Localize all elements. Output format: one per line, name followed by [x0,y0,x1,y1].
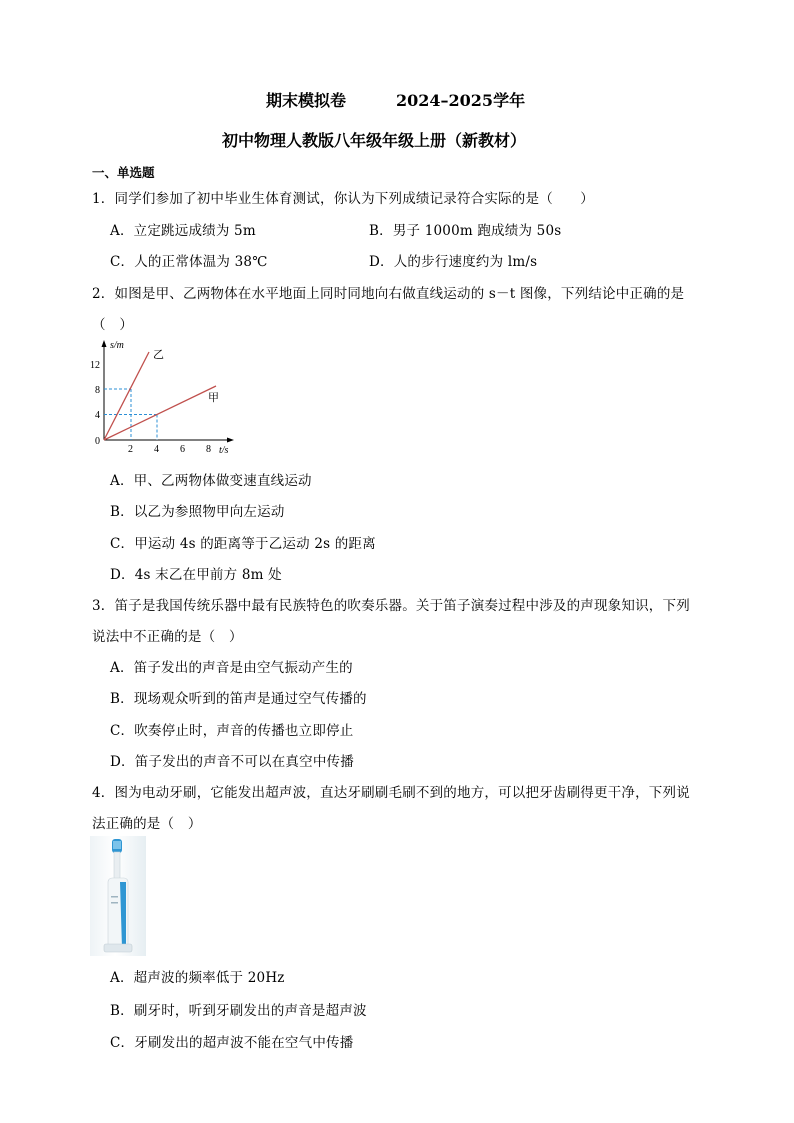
question-2-stem-line1: 2．如图是甲、乙两物体在水平地面上同时同地向右做直线运动的 s－t 图像，下列结论中正确的是 [92,286,685,302]
question-2-stem-line2: （ ） [92,317,134,333]
electric-toothbrush-image [90,836,146,956]
question-3-stem-line2: 说法中不正确的是（ ） [92,629,243,645]
question-1-stem: 1．同学们参加了初中毕业生体育测试，你认为下列成绩记录符合实际的是（ ） [92,191,594,207]
line-yi [104,352,149,440]
question-3-option-b: B．现场观众听到的笛声是通过空气传播的 [110,691,367,707]
question-4-option-b: B．刷牙时，听到牙刷发出的声音是超声波 [110,1003,367,1019]
question-1-option-d: D．人的步行速度约为 lm/s [369,254,538,270]
question-1-option-c: C．人的正常体温为 38℃ [110,254,268,270]
x-tick-8: 8 [206,444,211,455]
question-1-option-a: A．立定跳远成绩为 5m [110,223,256,239]
origin-label: 0 [95,436,100,447]
section-title: 一、单选题 [92,165,155,180]
title-line1-right: 2024–2025学年 [396,91,526,110]
question-4-option-a: A．超声波的频率低于 20Hz [110,970,285,986]
question-2-option-b: B．以乙为参照物甲向左运动 [110,504,285,520]
question-3-option-c: C．吹奏停止时，声音的传播也立即停止 [110,723,354,739]
question-4-stem-line2: 法正确的是（ ） [92,816,202,832]
question-2-option-c: C．甲运动 4s 的距离等于乙运动 2s 的距离 [110,536,376,552]
question-3-option-d: D．笛子发出的声音不可以在真空中传播 [110,754,354,770]
y-tick-8: 8 [95,385,100,396]
y-axis-label: s/m [110,340,124,351]
x-tick-6: 6 [180,444,185,455]
x-axis-label: t/s [219,445,229,456]
y-axis-arrow [102,340,107,347]
x-axis-arrow [227,438,234,443]
y-tick-4: 4 [95,410,100,421]
y-tick-12: 12 [90,360,100,371]
question-4-option-c: C．牙刷发出的超声波不能在空气中传播 [110,1035,354,1051]
line-jia [104,386,216,440]
question-1-option-b: B．男子 1000m 跑成绩为 50s [369,223,562,239]
line-yi-label: 乙 [153,348,164,361]
x-tick-2: 2 [128,444,133,455]
title-line2: 初中物理人教版八年级年级上册（新教材） [222,131,527,150]
question-3-option-a: A．笛子发出的声音是由空气振动产生的 [110,660,353,676]
x-tick-4: 4 [154,444,159,455]
question-3-stem-line1: 3．笛子是我国传统乐器中最有民族特色的吹奏乐器。关于笛子演奏过程中涉及的声现象知识，下列 [92,598,690,614]
question-4-stem-line1: 4．图为电动牙刷，它能发出超声波，直达牙刷刷毛刷不到的地方，可以把牙齿刷得更干净，下列说 [92,785,690,801]
question-2-option-d: D．4s 末乙在甲前方 8m 处 [110,567,282,583]
title-line1-left: 期末模拟卷 [266,91,347,110]
question-2-option-a: A．甲、乙两物体做变速直线运动 [110,473,312,489]
line-jia-label: 甲 [208,391,219,404]
st-graph [86,338,236,458]
